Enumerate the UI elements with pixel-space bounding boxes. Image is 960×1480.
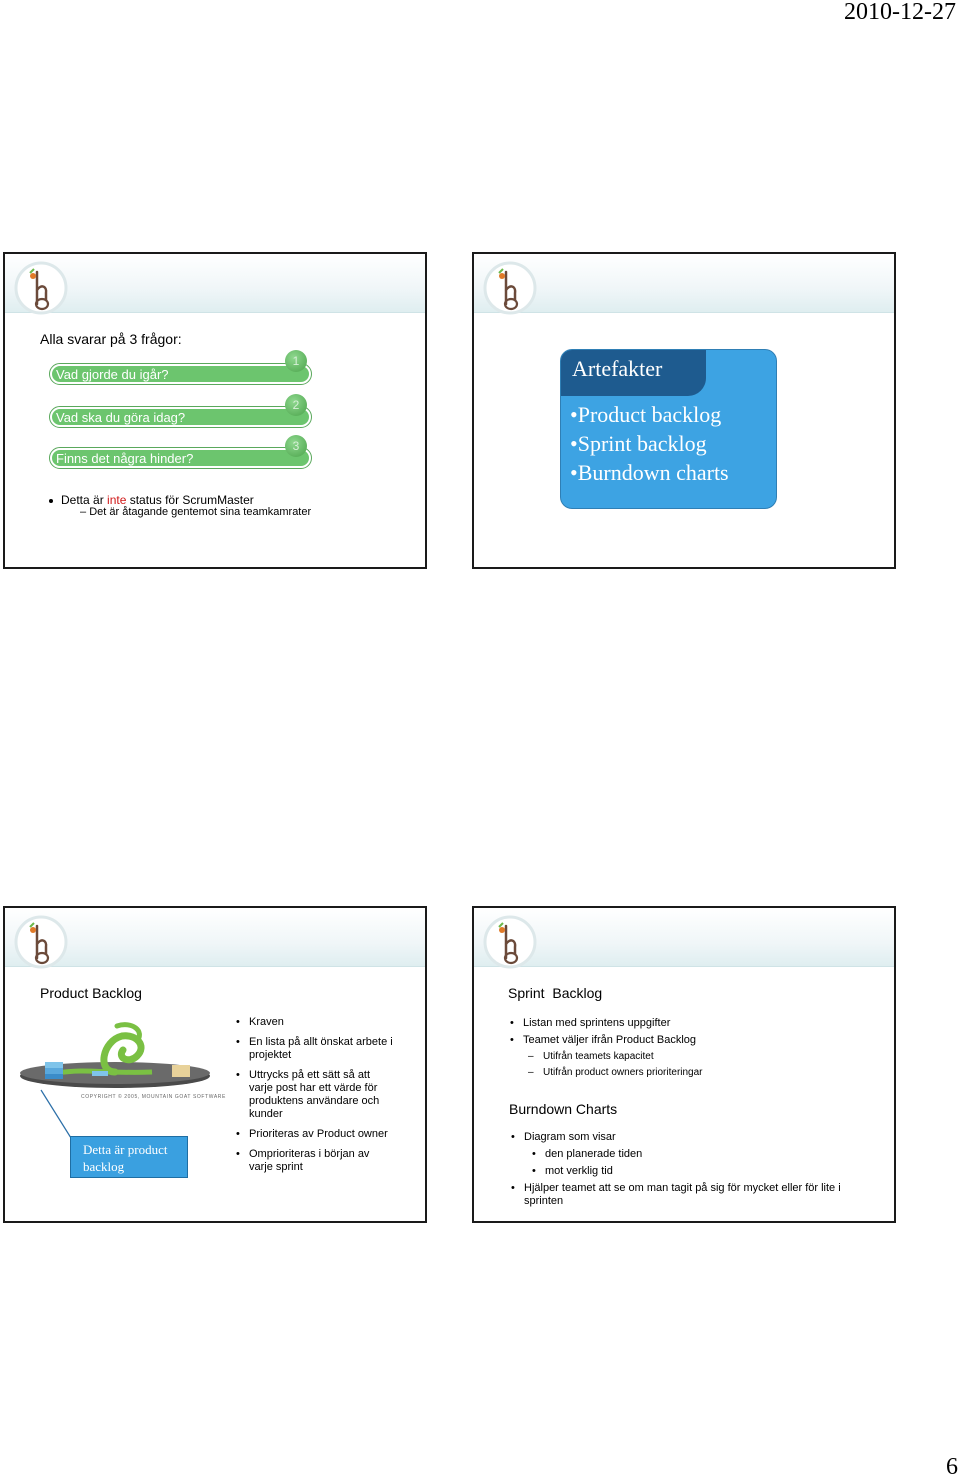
question-bar-3 [50, 448, 311, 468]
artifact-item: •Burndown charts [570, 460, 729, 485]
question-bar-2 [50, 407, 311, 427]
question-3-text: Finns det några hinder? [56, 451, 194, 466]
burndown-title: Burndown Charts [509, 1101, 618, 1117]
artifacts-box [560, 349, 777, 509]
number-badge-1: 1 [285, 350, 307, 372]
note-highlight: inte [107, 493, 127, 507]
artifacts-heading: Artefakter [561, 350, 706, 396]
artifact-item: •Product backlog [570, 402, 722, 427]
number-badge-2: 2 [285, 394, 307, 416]
slide-daily-standup [3, 252, 427, 569]
slide-product-backlog [3, 906, 427, 1223]
list-item: • Omprioriteras i början av varje sprint [236, 1148, 396, 1174]
logo-icon [13, 914, 69, 970]
logo-icon [482, 914, 538, 970]
slide-artifacts [472, 252, 896, 569]
artifact-item: •Sprint backlog [570, 431, 707, 456]
intro-text: Alla svarar på 3 frågor: [40, 331, 182, 347]
list-item: • Prioriteras av Product owner [236, 1128, 396, 1141]
note-suffix: status för ScrumMaster [126, 493, 254, 507]
commitment-note: – Det är åtagande gentemot sina teamkamrater [80, 506, 312, 518]
note-prefix: Detta är [61, 493, 108, 507]
slide-sprint-backlog [472, 906, 896, 1223]
slide-title: Product Backlog [40, 985, 142, 1001]
commitment-text: Det är åtagande gentemot sina teamkamrater [89, 506, 312, 518]
list-item: • Hjälper teamet att se om man tagit på sig för mycket eller för lite i sprinten [511, 1182, 861, 1208]
sub-list-item: – Utifrån product owners prioriteringar [510, 1066, 810, 1079]
number-badge-3: 3 [285, 435, 307, 457]
header-date: 2010-12-27 [844, 0, 956, 25]
list-item: • Uttrycks på ett sätt så att varje post har ett värde för produktens användare och kunder [236, 1069, 396, 1121]
question-2-text: Vad ska du göra idag? [56, 410, 186, 425]
logo-icon [13, 260, 69, 316]
question-bar-1 [50, 364, 311, 384]
list-item: • Teamet väljer ifrån Product Backlog [510, 1034, 810, 1047]
question-1-text: Vad gjorde du igår? [56, 367, 169, 382]
sub-list-item: • den planerade tiden [532, 1148, 861, 1161]
requirements-list [236, 1016, 396, 1174]
slide-title: Sprint Backlog [508, 985, 603, 1001]
copyright-caption: COPYRIGHT © 2005, MOUNTAIN GOAT SOFTWARE [81, 1094, 226, 1100]
sub-list-item: • mot verklig tid [532, 1165, 861, 1178]
product-backlog-label: Detta är product backlog [70, 1136, 188, 1178]
status-note [49, 493, 254, 507]
list-item: • Diagram som visar [511, 1131, 861, 1144]
page-number: 6 [946, 1454, 958, 1480]
sub-list-item: – Utifrån teamets kapacitet [510, 1050, 810, 1063]
sprint-backlog-list [510, 1017, 810, 1079]
list-item: • Listan med sprintens uppgifter [510, 1017, 810, 1030]
bullet-icon [49, 499, 53, 503]
logo-icon [482, 260, 538, 316]
burndown-list [511, 1131, 861, 1208]
list-item: • Kraven [236, 1016, 396, 1029]
list-item: • En lista på allt önskat arbete i projektet [236, 1036, 396, 1062]
